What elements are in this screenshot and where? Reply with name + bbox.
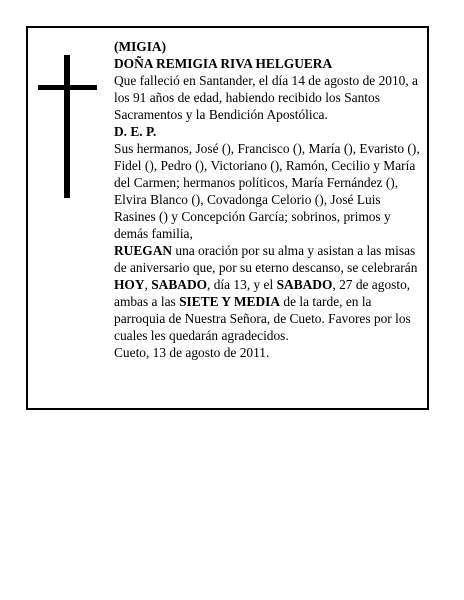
- mass-time: SIETE Y MEDIA: [179, 294, 281, 309]
- cross-icon: [64, 55, 70, 198]
- cross-icon-bar: [38, 85, 97, 90]
- nickname-heading: (MIGIA): [114, 39, 167, 54]
- mass-request: [114, 242, 424, 344]
- request-text-3: , día 13, y el: [207, 277, 277, 292]
- family-list: Sus hermanos, José (), Francisco (), María (), Evaristo (), Fidel (), Pedro (), Victoriano (), Ramón, Cecilio y María del Carmen; hermanos políticos, María Fernández (), Elvira Blanco (), Covadonga Celorio (), José Luis Rasines () y Concepción García; sobrinos, primos y demás familia,: [114, 141, 420, 241]
- deceased-name: DOÑA REMIGIA RIVA HELGUERA: [114, 56, 333, 71]
- hoy-word: HOY: [114, 277, 145, 292]
- request-text-2: ,: [144, 277, 152, 292]
- obituary-text: [114, 38, 424, 361]
- request-text-4: , 27 de agosto, ambas a las: [114, 277, 411, 309]
- sabado-word-2: SABADO: [276, 277, 333, 292]
- sabado-word-1: SABADO: [151, 277, 208, 292]
- request-text-5: de la tarde, en la parroquia de Nuestra Señora, de Cueto. Favores por los cuales les quedarán agradecidos.: [114, 294, 411, 343]
- place-date: Cueto, 13 de agosto de 2011.: [114, 345, 270, 360]
- ruegan-word: RUEGAN: [114, 243, 173, 258]
- rip-line: D. E. P.: [114, 124, 157, 139]
- request-text-1: una oración por su alma y asistan a las misas de aniversario que, por su eterno descanso, se celebrarán: [114, 243, 418, 275]
- death-statement: Que falleció en Santander, el día 14 de agosto de 2010, a los 91 años de edad, habiendo recibido los Santos Sacramentos y la Bendición Apostólica.: [114, 73, 418, 122]
